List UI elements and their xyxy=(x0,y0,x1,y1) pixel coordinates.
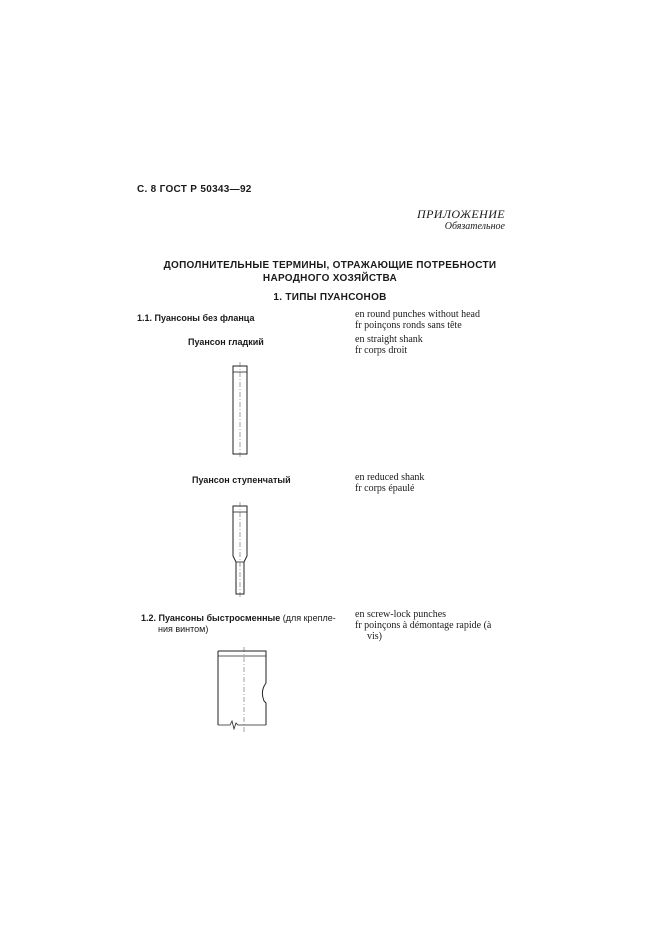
term-label: Пуансоны без фланца xyxy=(154,313,255,323)
term-1-2 xyxy=(141,613,341,635)
equiv-fr: fr poinçons à démontage rapide (à xyxy=(355,620,492,631)
equiv-fr: fr corps épaulé xyxy=(355,483,415,494)
annex-title: ПРИЛОЖЕНИЕ xyxy=(417,207,505,221)
term-straight xyxy=(188,337,264,348)
term-reduced xyxy=(192,475,291,486)
equiv-fr: fr corps droit xyxy=(355,345,408,356)
screw-lock-punch-drawing xyxy=(210,645,280,735)
term-number: 1.2. xyxy=(141,613,157,623)
main-title xyxy=(130,259,530,285)
straight-punch-drawing xyxy=(225,360,265,460)
equiv-en: en reduced shank xyxy=(355,472,425,483)
main-title-line1: ДОПОЛНИТЕЛЬНЫЕ ТЕРМИНЫ, ОТРАЖАЮЩИЕ ПОТРЕБНОСТИ xyxy=(163,260,497,271)
term-note: (для крепле- xyxy=(282,613,336,623)
equivalents-straight xyxy=(355,334,530,356)
term-label: Пуансон гладкий xyxy=(188,337,264,347)
term-number: 1.1. xyxy=(137,313,153,323)
reduced-punch-drawing xyxy=(225,500,265,600)
term-label: Пуансон ступенчатый xyxy=(192,475,291,485)
equiv-en: en straight shank xyxy=(355,334,423,345)
section-title: 1. ТИПЫ ПУАНСОНОВ xyxy=(273,292,387,303)
main-title-line2: НАРОДНОГО ХОЗЯЙСТВА xyxy=(262,273,398,284)
term-note-cont: ния винтом) xyxy=(158,624,209,634)
equivalents-1-2 xyxy=(355,609,530,642)
equiv-fr-cont: vis) xyxy=(367,631,382,642)
equivalents-reduced xyxy=(355,472,530,494)
annex-status: Обязательное xyxy=(444,221,505,232)
page-header: С. 8 ГОСТ Р 50343—92 xyxy=(137,184,252,195)
equivalents-1-1 xyxy=(355,309,530,331)
equiv-en: en screw-lock punches xyxy=(355,609,447,620)
equiv-en: en round punches without head xyxy=(355,309,480,320)
term-1-1 xyxy=(137,313,254,324)
term-label: Пуансоны быстросменные xyxy=(158,613,281,623)
equiv-fr: fr poinçons ronds sans tête xyxy=(355,320,462,331)
